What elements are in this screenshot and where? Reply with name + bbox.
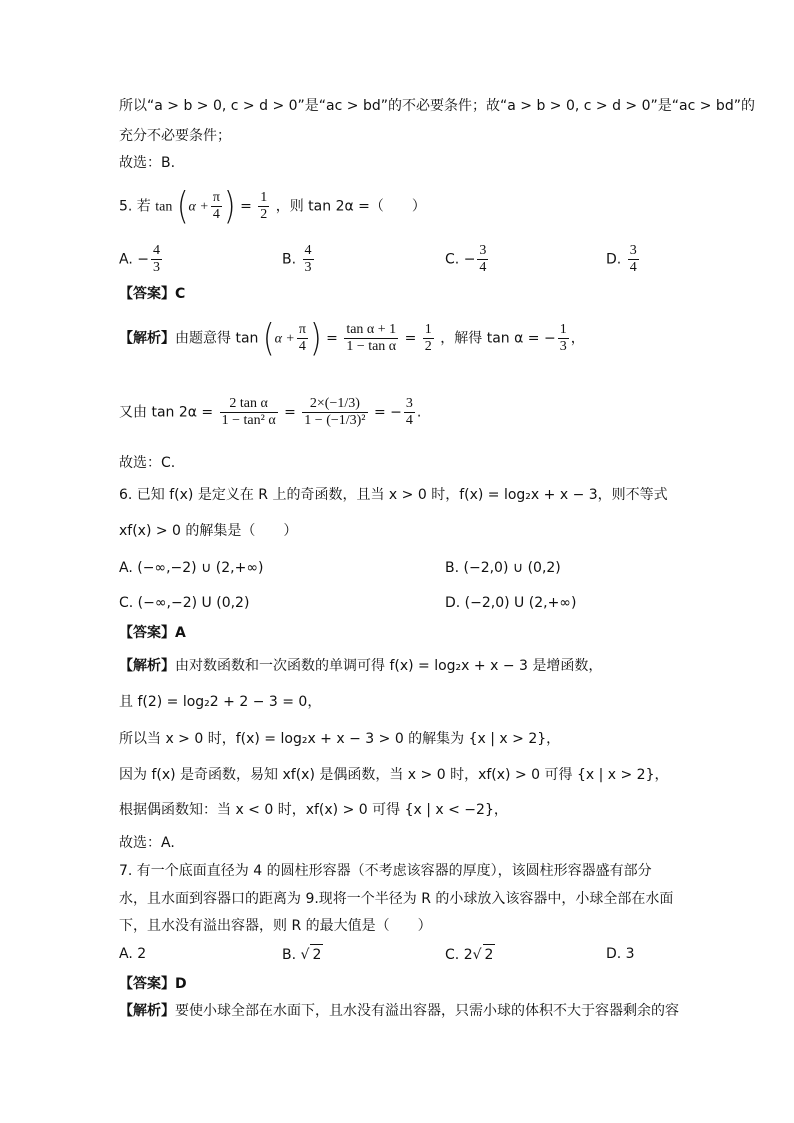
answer-label: 【答案】C [119, 286, 186, 302]
analysis-line: 又由 tan 2α = $\frac{\text{2 tan α}}{\text{1 − tan² α}}$ = $\frac{2\times(-1/3)}{\text{1 − (−1/3)²}}$ = − $\frac{3}{4}$ . [119, 396, 422, 428]
question-7-stem: 下，且水没有溢出容器，则 R 的最大值是（ ） [119, 918, 432, 934]
text-line: 故选：C. [119, 455, 176, 471]
question-7-stem: 7. 有一个底面直径为 4 的圆柱形容器（不考虑该容器的厚度），该圆柱形容器盛有部分 [119, 863, 652, 879]
option-a: A. − $\frac{4}{3}$ [119, 243, 160, 275]
analysis-line: 根据偶函数知：当 x < 0 时，xf(x) > 0 可得 {x | x < −2}， [119, 802, 508, 818]
text-line: 故选：A. [119, 835, 175, 851]
question-6-stem: xf(x) > 0 的解集是（ ） [119, 523, 298, 539]
question-5-stem: 5. 若 tan (α + $\frac{\pi}{4}$ ) = $\frac{1}{2}$ ，则 tan 2α =（ ） [119, 184, 426, 228]
answer-label: 【答案】A [119, 625, 186, 641]
analysis-line: 所以当 x > 0 时，f(x) = log₂x + x − 3 > 0 的解集为 {x | x > 2}， [119, 731, 561, 747]
option-b: B. (−2,0) ∪ (0,2) [445, 560, 561, 576]
answer-label: 【答案】D [119, 976, 187, 992]
option-d: D. (−2,0) U (2,+∞) [445, 595, 577, 611]
analysis-line: 【解析】由对数函数和一次函数的单调可得 f(x) = log₂x + x − 3 是增函数， [119, 658, 603, 674]
question-6-stem: 6. 已知 f(x) 是定义在 R 上的奇函数，且当 x > 0 时，f(x) = log₂x + x − 3，则不等式 [119, 487, 668, 503]
text-line: 故选：B. [119, 155, 176, 171]
option-a: A. (−∞,−2) ∪ (2,+∞) [119, 560, 264, 576]
option-b: B. $\frac{4}{3}$ [282, 243, 312, 275]
analysis-line: 【解析】由题意得 tan (α + $\frac{\pi}{4}$ ) = $\frac{\text{tan α + 1}}{\text{1 − tan α}}$ = $\frac{1}{2}$ ，解得 tan α = − $\frac{1}{3}$ ， [119, 316, 585, 360]
analysis-line: 且 f(2) = log₂2 + 2 − 3 = 0， [119, 694, 322, 710]
option-d: D. 3 [606, 946, 635, 962]
text-line: 所以“a > b > 0, c > d > 0”是“ac > bd”的不必要条件；故“a > b > 0, c > d > 0”是“ac > bd”的 [119, 98, 755, 114]
option-c: C. − $\frac{3}{4}$ [445, 243, 487, 275]
question-7-stem: 水，且水面到容器口的距离为 9.现将一个半径为 R 的小球放入该容器中，小球全部在水面 [119, 891, 674, 907]
option-c: C. (−∞,−2) U (0,2) [119, 595, 250, 611]
analysis-line: 因为 f(x) 是奇函数，易知 xf(x) 是偶函数，当 x > 0 时，xf(x) > 0 可得 {x | x > 2}， [119, 767, 669, 783]
text-line: 充分不必要条件； [119, 128, 231, 144]
option-b: B. √ 2 [282, 944, 323, 965]
option-d: D. $\frac{3}{4}$ [606, 243, 637, 275]
option-a: A. 2 [119, 946, 147, 962]
analysis-line: 【解析】要使小球全部在水面下，且水没有溢出容器，只需小球的体积不大于容器剩余的容 [119, 1003, 679, 1019]
option-c: C. 2√ 2 [445, 944, 495, 965]
